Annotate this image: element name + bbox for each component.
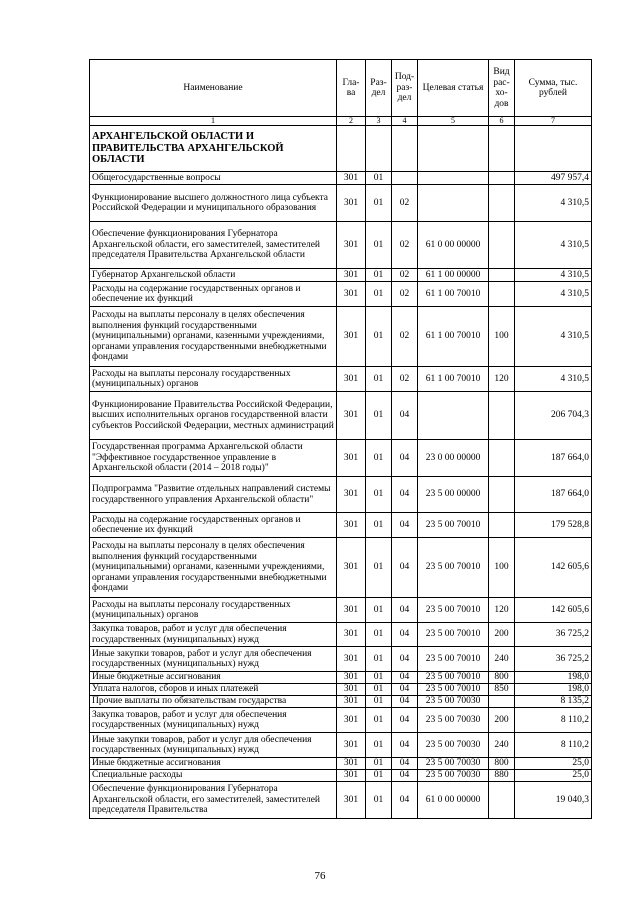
row-expense-type-cell xyxy=(489,126,515,172)
row-sum-cell: 4 310,5 xyxy=(515,282,592,307)
table-row xyxy=(90,733,592,758)
row-subsection-cell: 04 xyxy=(392,782,418,819)
row-chapter-cell: 301 xyxy=(337,440,366,477)
row-subsection-cell xyxy=(392,126,418,172)
table-row xyxy=(90,185,592,222)
row-target-item-cell: 23 5 00 70030 xyxy=(418,758,489,770)
row-sum-cell xyxy=(515,126,592,172)
row-target-item-cell: 61 0 00 00000 xyxy=(418,782,489,819)
row-name-cell: Уплата налогов, сборов и иных платежей xyxy=(90,684,337,696)
row-sum-cell: 4 310,5 xyxy=(515,185,592,222)
row-target-item-cell: 23 5 00 70030 xyxy=(418,696,489,708)
row-target-item-cell: 23 0 00 00000 xyxy=(418,440,489,477)
col-number: 2 xyxy=(337,117,366,126)
row-chapter-cell: 301 xyxy=(337,782,366,819)
row-sum-cell: 142 605,6 xyxy=(515,538,592,598)
table-row xyxy=(90,538,592,598)
row-name-cell: Иные закупки товаров, работ и услуг для обеспечения государственных (муниципальных) нужд xyxy=(90,647,337,672)
row-name-cell: Расходы на выплаты персоналу в целях обеспечения выполнения функций государственными (муниципальными) органами, казенными учреждениями, органами управления государственными внебюджетными фондами xyxy=(90,538,337,598)
col-number: 1 xyxy=(90,117,337,126)
row-subsection-cell: 04 xyxy=(392,758,418,770)
page-number: 76 xyxy=(314,870,326,882)
row-section-cell xyxy=(366,126,392,172)
row-subsection-cell: 04 xyxy=(392,623,418,647)
row-expense-type-cell: 120 xyxy=(489,598,515,623)
row-section-cell: 01 xyxy=(366,392,392,440)
col-header-chapter: Гла-ва xyxy=(337,60,366,117)
row-expense-type-cell xyxy=(489,440,515,477)
row-name-cell: Иные бюджетные ассигнования xyxy=(90,672,337,684)
row-section-cell: 01 xyxy=(366,269,392,282)
row-expense-type-cell xyxy=(489,782,515,819)
table-row xyxy=(90,513,592,538)
row-subsection-cell: 04 xyxy=(392,770,418,782)
row-name-cell: Иные бюджетные ассигнования xyxy=(90,758,337,770)
col-header-subsection: Под-раз-дел xyxy=(392,60,418,117)
table-row xyxy=(90,172,592,185)
row-sum-cell: 187 664,0 xyxy=(515,477,592,513)
col-number: 6 xyxy=(489,117,515,126)
row-chapter-cell: 301 xyxy=(337,758,366,770)
row-chapter-cell: 301 xyxy=(337,269,366,282)
row-chapter-cell: 301 xyxy=(337,770,366,782)
col-number: 7 xyxy=(515,117,592,126)
row-name-cell: Расходы на содержание государственных органов и обеспечение их функций xyxy=(90,282,337,307)
col-header-name: Наименование xyxy=(90,60,337,117)
row-name-cell: Государственная программа Архангельской области "Эффективное государственное управление в Архангельской области (2014 – 2018 годы)" xyxy=(90,440,337,477)
row-target-item-cell: 61 1 00 70010 xyxy=(418,367,489,392)
row-name-cell: Расходы на содержание государственных органов и обеспечение их функций xyxy=(90,513,337,538)
row-sum-cell: 36 725,2 xyxy=(515,623,592,647)
row-subsection-cell: 02 xyxy=(392,222,418,269)
row-target-item-cell: 23 5 00 00000 xyxy=(418,477,489,513)
row-section-cell: 01 xyxy=(366,538,392,598)
row-expense-type-cell: 240 xyxy=(489,733,515,758)
row-chapter-cell: 301 xyxy=(337,222,366,269)
row-sum-cell: 142 605,6 xyxy=(515,598,592,623)
row-subsection-cell: 04 xyxy=(392,598,418,623)
row-subsection-cell: 04 xyxy=(392,440,418,477)
table-row xyxy=(90,598,592,623)
col-header-sum: Сумма, тыс. рублей xyxy=(515,60,592,117)
row-subsection-cell: 02 xyxy=(392,269,418,282)
row-section-cell: 01 xyxy=(366,367,392,392)
row-name-cell: Общегосударственные вопросы xyxy=(90,172,337,185)
row-target-item-cell: 23 5 00 70010 xyxy=(418,513,489,538)
row-chapter-cell: 301 xyxy=(337,598,366,623)
row-chapter-cell: 301 xyxy=(337,538,366,598)
row-expense-type-cell xyxy=(489,392,515,440)
row-name-cell: АРХАНГЕЛЬСКОЙ ОБЛАСТИ И ПРАВИТЕЛЬСТВА АРХАНГЕЛЬСКОЙ ОБЛАСТИ xyxy=(90,126,337,172)
row-expense-type-cell xyxy=(489,477,515,513)
row-name-cell: Подпрограмма "Развитие отдельных направлений системы государственного управления Архангельской области" xyxy=(90,477,337,513)
row-sum-cell: 25,0 xyxy=(515,758,592,770)
row-target-item-cell: 23 5 00 70010 xyxy=(418,598,489,623)
row-section-cell: 01 xyxy=(366,684,392,696)
row-expense-type-cell xyxy=(489,513,515,538)
row-subsection-cell: 04 xyxy=(392,672,418,684)
row-sum-cell: 179 528,8 xyxy=(515,513,592,538)
row-subsection-cell: 04 xyxy=(392,513,418,538)
row-chapter-cell: 301 xyxy=(337,477,366,513)
row-chapter-cell: 301 xyxy=(337,696,366,708)
row-subsection-cell: 04 xyxy=(392,538,418,598)
row-chapter-cell: 301 xyxy=(337,172,366,185)
row-target-item-cell: 23 5 00 70010 xyxy=(418,623,489,647)
table-row xyxy=(90,367,592,392)
row-expense-type-cell: 800 xyxy=(489,672,515,684)
row-section-cell: 01 xyxy=(366,222,392,269)
row-name-cell: Иные закупки товаров, работ и услуг для обеспечения государственных (муниципальных) нужд xyxy=(90,733,337,758)
row-target-item-cell xyxy=(418,172,489,185)
row-subsection-cell: 04 xyxy=(392,696,418,708)
table-row xyxy=(90,684,592,696)
row-name-cell: Губернатор Архангельской области xyxy=(90,269,337,282)
row-sum-cell: 497 957,4 xyxy=(515,172,592,185)
row-sum-cell: 8 135,2 xyxy=(515,696,592,708)
row-name-cell: Расходы на выплаты персоналу в целях обеспечения выполнения функций государственными (муниципальными) органами, казенными учреждениями, органами управления государственными внебюджетными фондами xyxy=(90,307,337,367)
row-subsection-cell: 02 xyxy=(392,367,418,392)
table-body xyxy=(90,126,592,819)
row-expense-type-cell: 880 xyxy=(489,770,515,782)
row-sum-cell: 25,0 xyxy=(515,770,592,782)
row-chapter-cell: 301 xyxy=(337,307,366,367)
col-number: 3 xyxy=(366,117,392,126)
table-row xyxy=(90,770,592,782)
col-number: 5 xyxy=(418,117,489,126)
row-subsection-cell: 04 xyxy=(392,708,418,733)
row-target-item-cell: 61 0 00 00000 xyxy=(418,222,489,269)
row-section-cell: 01 xyxy=(366,708,392,733)
row-name-cell: Обеспечение функционирования Губернатора Архангельской области, его заместителей, заместителей председателя Правительства xyxy=(90,782,337,819)
table-row xyxy=(90,782,592,819)
row-expense-type-cell: 240 xyxy=(489,647,515,672)
row-expense-type-cell: 100 xyxy=(489,538,515,598)
row-name-cell: Расходы на выплаты персоналу государственных (муниципальных) органов xyxy=(90,598,337,623)
row-expense-type-cell: 850 xyxy=(489,684,515,696)
table-row xyxy=(90,477,592,513)
row-subsection-cell: 02 xyxy=(392,282,418,307)
row-subsection-cell: 04 xyxy=(392,477,418,513)
row-chapter-cell xyxy=(337,126,366,172)
row-expense-type-cell: 120 xyxy=(489,367,515,392)
row-target-item-cell: 23 5 00 70030 xyxy=(418,733,489,758)
row-section-cell: 01 xyxy=(366,696,392,708)
row-name-cell: Прочие выплаты по обязательствам государства xyxy=(90,696,337,708)
row-section-cell: 01 xyxy=(366,782,392,819)
table-row xyxy=(90,758,592,770)
col-header-expense-type: Вид рас-хо-дов xyxy=(489,60,515,117)
table-header-row xyxy=(90,60,592,117)
table-row xyxy=(90,696,592,708)
row-section-cell: 01 xyxy=(366,307,392,367)
row-chapter-cell: 301 xyxy=(337,282,366,307)
row-sum-cell: 187 664,0 xyxy=(515,440,592,477)
row-target-item-cell: 23 5 00 70010 xyxy=(418,647,489,672)
row-name-cell: Закупка товаров, работ и услуг для обеспечения государственных (муниципальных) нужд xyxy=(90,708,337,733)
budget-table xyxy=(89,59,592,819)
row-sum-cell: 198,0 xyxy=(515,672,592,684)
table-row xyxy=(90,307,592,367)
row-subsection-cell: 04 xyxy=(392,733,418,758)
row-sum-cell: 4 310,5 xyxy=(515,269,592,282)
table-row xyxy=(90,647,592,672)
row-sum-cell: 206 704,3 xyxy=(515,392,592,440)
row-subsection-cell: 02 xyxy=(392,185,418,222)
row-chapter-cell: 301 xyxy=(337,672,366,684)
row-chapter-cell: 301 xyxy=(337,684,366,696)
row-sum-cell: 8 110,2 xyxy=(515,733,592,758)
row-expense-type-cell xyxy=(489,269,515,282)
row-chapter-cell: 301 xyxy=(337,623,366,647)
row-sum-cell: 198,0 xyxy=(515,684,592,696)
row-section-cell: 01 xyxy=(366,185,392,222)
row-name-cell: Обеспечение функционирования Губернатора Архангельской области, его заместителей, заместителей председателя Правительства Архангельской области xyxy=(90,222,337,269)
col-header-target-item: Целевая статья xyxy=(418,60,489,117)
row-sum-cell: 4 310,5 xyxy=(515,307,592,367)
row-target-item-cell: 61 1 00 70010 xyxy=(418,282,489,307)
row-target-item-cell: 23 5 00 70010 xyxy=(418,672,489,684)
row-subsection-cell: 04 xyxy=(392,647,418,672)
row-target-item-cell: 61 1 00 70010 xyxy=(418,307,489,367)
row-section-cell: 01 xyxy=(366,623,392,647)
table-row xyxy=(90,708,592,733)
row-subsection-cell xyxy=(392,172,418,185)
table-row xyxy=(90,269,592,282)
row-expense-type-cell: 200 xyxy=(489,623,515,647)
row-sum-cell: 19 040,3 xyxy=(515,782,592,819)
row-expense-type-cell xyxy=(489,185,515,222)
row-sum-cell: 8 110,2 xyxy=(515,708,592,733)
row-chapter-cell: 301 xyxy=(337,185,366,222)
row-section-cell: 01 xyxy=(366,282,392,307)
row-section-cell: 01 xyxy=(366,647,392,672)
row-chapter-cell: 301 xyxy=(337,733,366,758)
row-section-cell: 01 xyxy=(366,770,392,782)
row-section-cell: 01 xyxy=(366,513,392,538)
row-section-cell: 01 xyxy=(366,172,392,185)
table-row xyxy=(90,126,592,172)
row-section-cell: 01 xyxy=(366,440,392,477)
row-chapter-cell: 301 xyxy=(337,708,366,733)
column-number-row xyxy=(90,117,592,126)
row-expense-type-cell xyxy=(489,282,515,307)
row-sum-cell: 4 310,5 xyxy=(515,367,592,392)
row-sum-cell: 4 310,5 xyxy=(515,222,592,269)
row-name-cell: Функционирование высшего должностного лица субъекта Российской Федерации и муниципального образования xyxy=(90,185,337,222)
row-subsection-cell: 04 xyxy=(392,684,418,696)
row-subsection-cell: 04 xyxy=(392,392,418,440)
row-name-cell: Функционирование Правительства Российской Федерации, высших исполнительных органов государственной власти субъектов Российской Федерации, местных администраций xyxy=(90,392,337,440)
row-chapter-cell: 301 xyxy=(337,367,366,392)
row-expense-type-cell: 200 xyxy=(489,708,515,733)
row-section-cell: 01 xyxy=(366,672,392,684)
row-target-item-cell: 23 5 00 70030 xyxy=(418,708,489,733)
col-number: 4 xyxy=(392,117,418,126)
row-target-item-cell xyxy=(418,392,489,440)
row-expense-type-cell: 800 xyxy=(489,758,515,770)
row-target-item-cell xyxy=(418,185,489,222)
table-row xyxy=(90,440,592,477)
row-target-item-cell: 23 5 00 70030 xyxy=(418,770,489,782)
row-expense-type-cell xyxy=(489,222,515,269)
row-chapter-cell: 301 xyxy=(337,647,366,672)
row-expense-type-cell: 100 xyxy=(489,307,515,367)
row-target-item-cell: 23 5 00 70010 xyxy=(418,538,489,598)
row-section-cell: 01 xyxy=(366,758,392,770)
row-name-cell: Закупка товаров, работ и услуг для обеспечения государственных (муниципальных) нужд xyxy=(90,623,337,647)
row-subsection-cell: 02 xyxy=(392,307,418,367)
row-expense-type-cell xyxy=(489,696,515,708)
row-target-item-cell: 61 1 00 00000 xyxy=(418,269,489,282)
row-section-cell: 01 xyxy=(366,477,392,513)
row-name-cell: Расходы на выплаты персоналу государственных (муниципальных) органов xyxy=(90,367,337,392)
table-row xyxy=(90,392,592,440)
table-row xyxy=(90,222,592,269)
row-sum-cell: 36 725,2 xyxy=(515,647,592,672)
table-row xyxy=(90,623,592,647)
row-target-item-cell: 23 5 00 70010 xyxy=(418,684,489,696)
table-row xyxy=(90,672,592,684)
row-chapter-cell: 301 xyxy=(337,513,366,538)
row-section-cell: 01 xyxy=(366,733,392,758)
row-section-cell: 01 xyxy=(366,598,392,623)
row-target-item-cell xyxy=(418,126,489,172)
row-name-cell: Специальные расходы xyxy=(90,770,337,782)
row-expense-type-cell xyxy=(489,172,515,185)
table-row xyxy=(90,282,592,307)
row-chapter-cell: 301 xyxy=(337,392,366,440)
col-header-section: Раз-дел xyxy=(366,60,392,117)
